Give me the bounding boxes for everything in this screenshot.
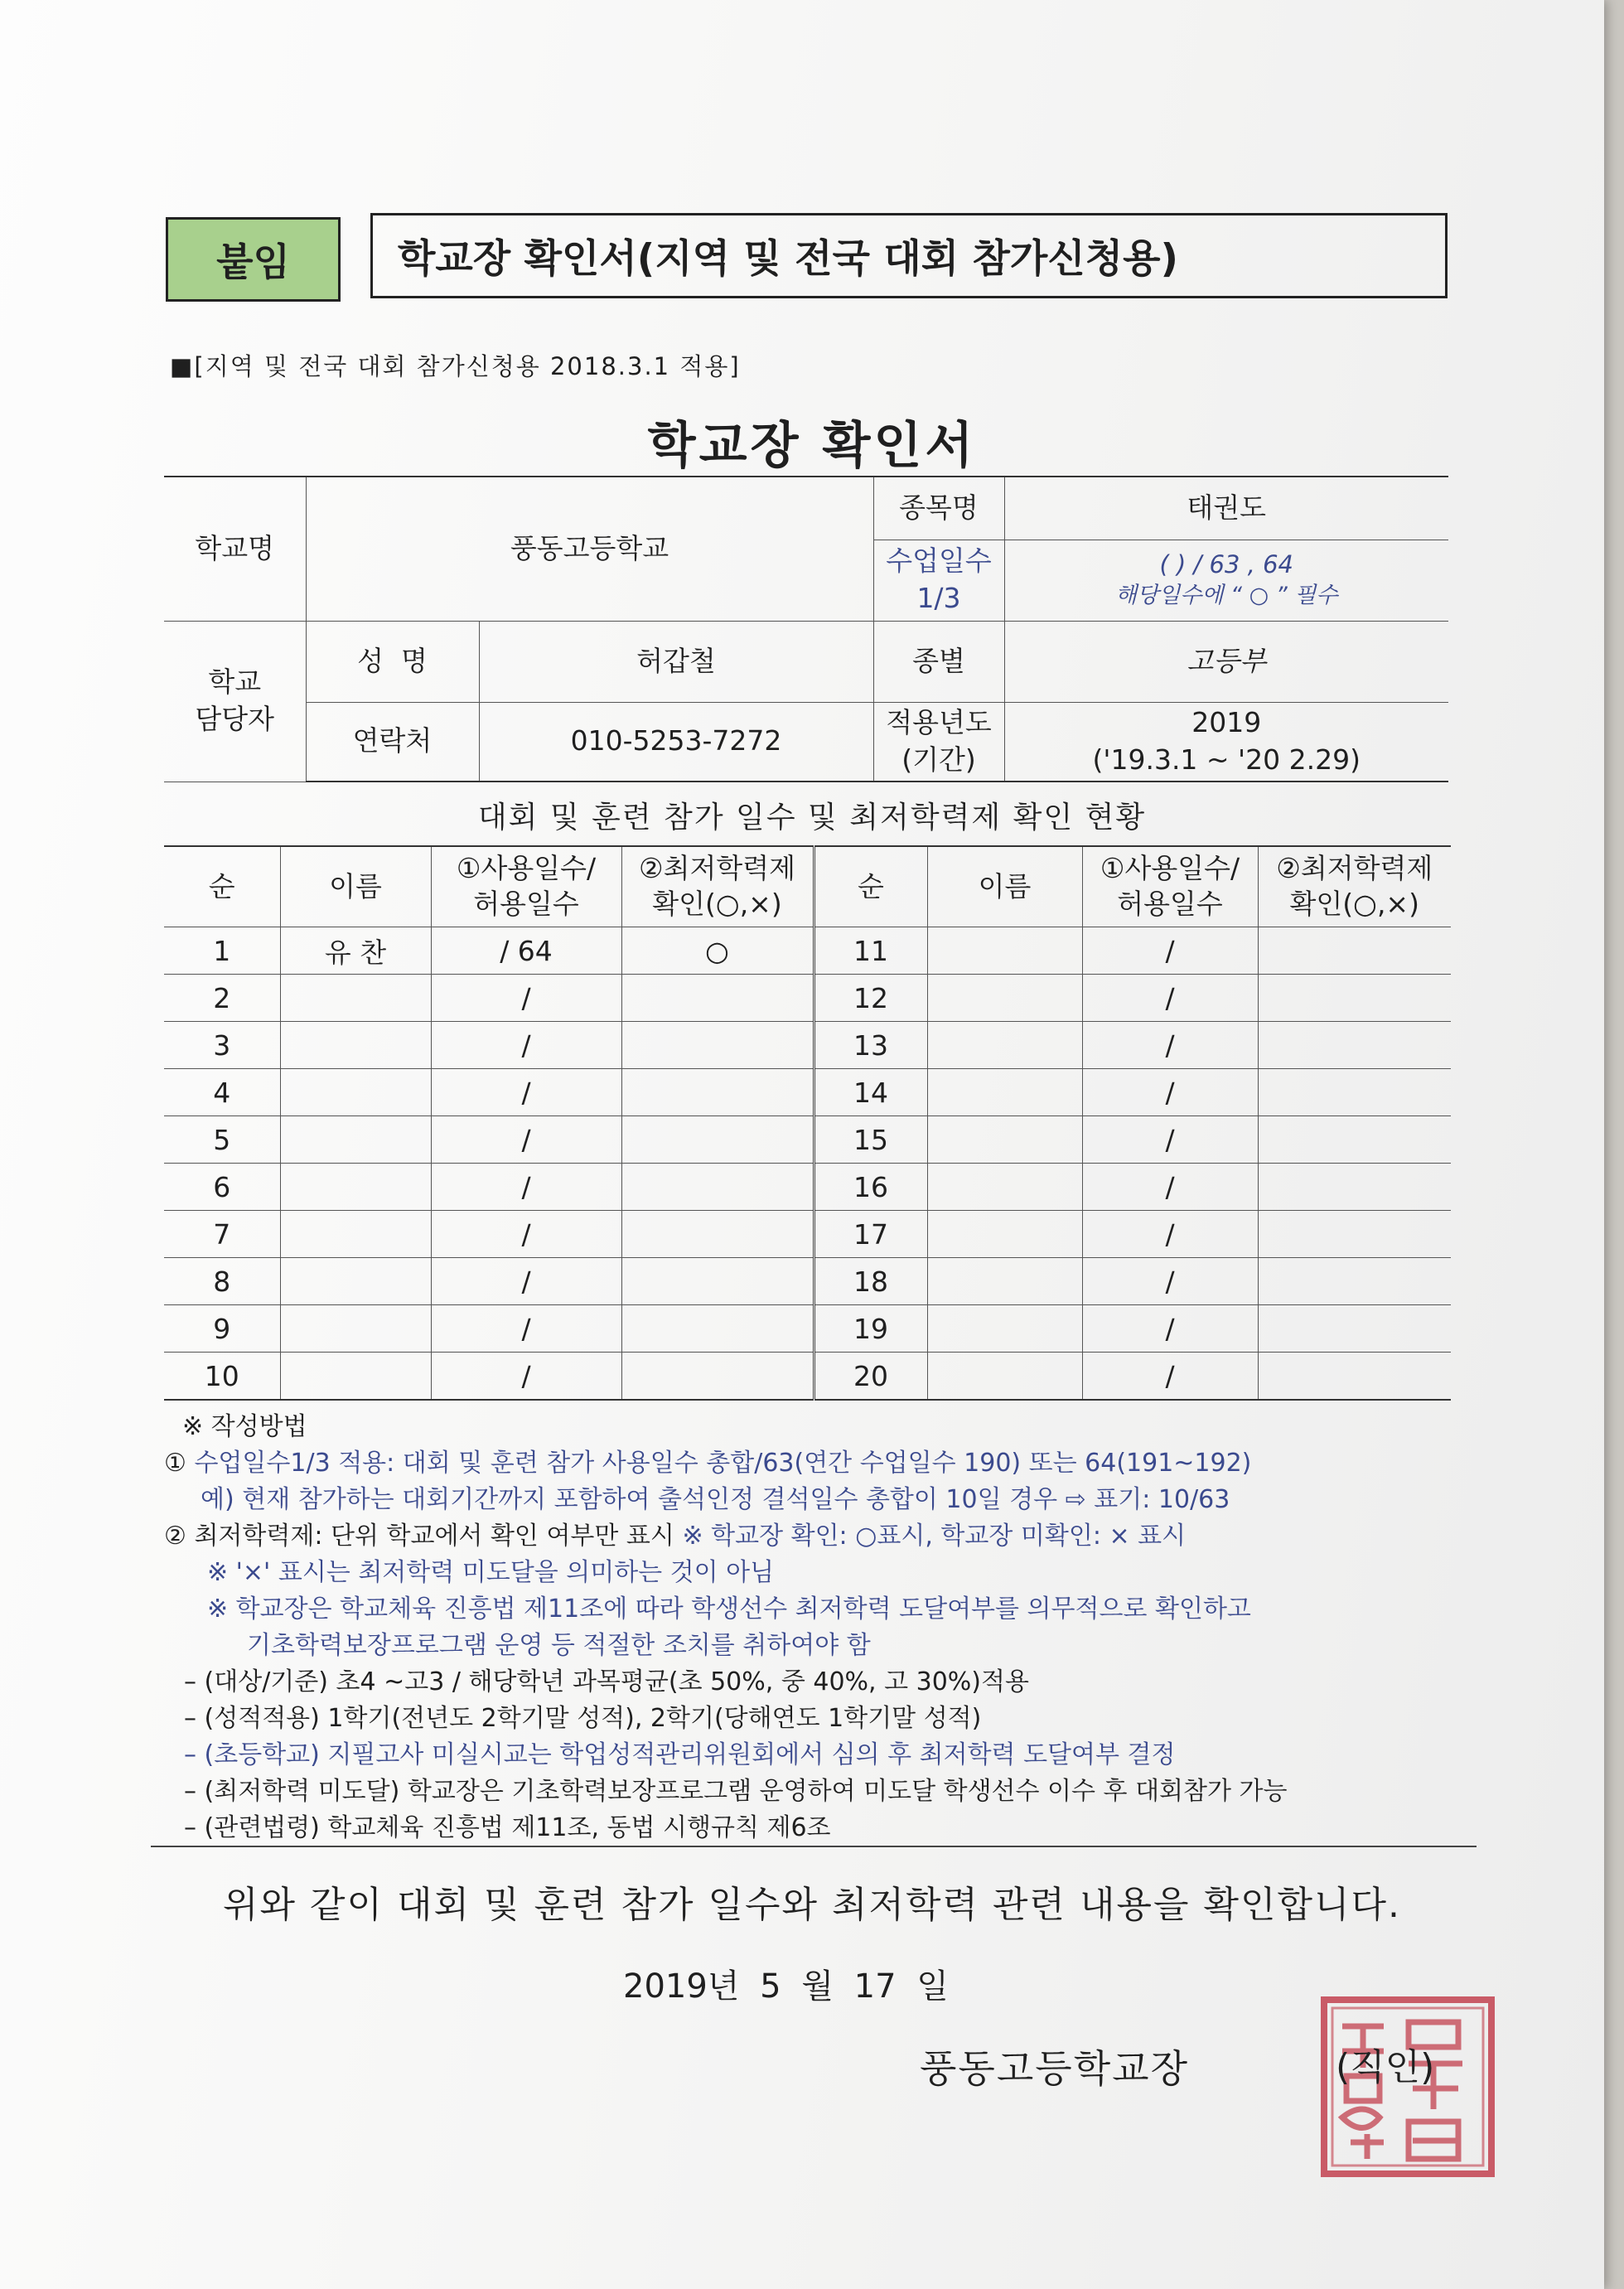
col-name-right: 이름 — [927, 846, 1082, 927]
school-name-label: 학교명 — [164, 477, 306, 621]
manager-label-line2: 담당자 — [195, 703, 275, 735]
participants-header-row — [164, 846, 1451, 927]
contact-label: 연락처 — [306, 702, 479, 782]
class-days-label — [873, 540, 1004, 621]
participants-subtitle: 대회 및 훈련 참가 일수 및 최저학력제 확인 현황 — [477, 801, 1147, 835]
col-min-line2: 확인(○,×) — [652, 888, 782, 920]
row-name — [280, 1258, 431, 1305]
table-row — [164, 1353, 1451, 1401]
period-label-line1: 적용년도 — [886, 706, 992, 739]
table-row — [164, 1305, 1451, 1353]
note-2-marker: ② — [164, 1522, 186, 1551]
note-1-line1 — [164, 1445, 1481, 1482]
row-no-right: 12 — [814, 975, 927, 1022]
manager-label-line1: 학교 — [208, 665, 262, 699]
row-no: 4 — [164, 1069, 280, 1116]
row-check-right — [1258, 1069, 1451, 1116]
row-check — [621, 1305, 814, 1353]
row-days-right: / — [1082, 1353, 1258, 1401]
row-check — [621, 1164, 814, 1211]
row-check — [621, 1022, 814, 1069]
criteria-grades: – (성적적용) 1학기(전년도 2학기말 성적), 2학기(당해연도 1학기말 성적) — [184, 1704, 982, 1733]
table-row — [164, 1211, 1451, 1258]
row-days: / — [431, 975, 621, 1022]
row-no-right: 20 — [814, 1353, 927, 1401]
col-no-right: 순 — [814, 846, 927, 927]
note-1-marker: ① — [164, 1449, 186, 1478]
row-name-right — [927, 1164, 1082, 1211]
class-days-value-line1: ( ) / 63 , 64 — [1159, 550, 1293, 579]
note-2-line2: ※ '×' 표시는 최저학력 미도달을 의미하는 것이 아님 — [207, 1558, 775, 1587]
table-row — [164, 1069, 1451, 1116]
note-2-symbols: ※ 학교장 확인: ○표시, 학교장 미확인: × 표시 — [682, 1522, 1187, 1551]
row-name — [280, 1353, 431, 1401]
row-days-right: / — [1082, 1305, 1258, 1353]
col-min — [621, 846, 814, 927]
col-days — [431, 846, 621, 927]
row-days-right: / — [1082, 1211, 1258, 1258]
note-2-line1 — [164, 1518, 1481, 1555]
row-name — [280, 1164, 431, 1211]
row-days: / — [431, 1116, 621, 1164]
manager-label — [164, 621, 306, 782]
row-no: 10 — [164, 1353, 280, 1401]
instructions — [164, 1409, 1481, 1846]
row-no-right: 15 — [814, 1116, 927, 1164]
row-no: 8 — [164, 1258, 280, 1305]
manager-name-value: 허갑철 — [479, 621, 873, 702]
row-check-right — [1258, 1305, 1451, 1353]
row-no-right: 16 — [814, 1164, 927, 1211]
row-name-right — [927, 1069, 1082, 1116]
row-no: 9 — [164, 1305, 280, 1353]
row-days: / 64 — [431, 927, 621, 975]
table-row — [164, 975, 1451, 1022]
row-name — [280, 1211, 431, 1258]
row-name — [280, 1069, 431, 1116]
form-title: 학교장 확인서(지역 및 전국 대회 참가신청용) — [370, 213, 1448, 298]
col-no: 순 — [164, 846, 280, 927]
row-check: ○ — [621, 927, 814, 975]
row-no: 2 — [164, 975, 280, 1022]
row-no-right: 11 — [814, 927, 927, 975]
row-name-right — [927, 1258, 1082, 1305]
row-no: 5 — [164, 1116, 280, 1164]
row-days-right: / — [1082, 1022, 1258, 1069]
criteria-unmet: – (최저학력 미도달) 학교장은 기초학력보장프로그램 운영하여 미도달 학생선수 이수 후 대회참가 가능 — [184, 1777, 1288, 1806]
row-days: / — [431, 1069, 621, 1116]
sport-value: 태권도 — [1004, 477, 1448, 540]
class-days-label-line1: 수업일수 — [886, 544, 992, 578]
school-name-value: 풍동고등학교 — [306, 477, 873, 621]
col-days-line1: ①사용일수/ — [456, 852, 597, 885]
row-no-right: 13 — [814, 1022, 927, 1069]
table-row — [164, 927, 1451, 975]
table-row — [164, 1022, 1451, 1069]
table-row — [164, 1258, 1451, 1305]
principal-title: 풍동고등학교장 — [920, 2046, 1190, 2091]
col-min-right-line2: 확인(○,×) — [1289, 888, 1419, 920]
row-name-right — [927, 927, 1082, 975]
note-2-line3: ※ 학교장은 학교체육 진흥법 제11조에 따라 학생선수 최저학력 도달여부를 의무적으로 확인하고 — [207, 1595, 1251, 1624]
row-no-right: 18 — [814, 1258, 927, 1305]
row-name-right — [927, 1353, 1082, 1401]
row-check-right — [1258, 1022, 1451, 1069]
col-min-right-line1: ②최저학력제 — [1276, 852, 1433, 885]
seal-label: (직인) — [1336, 2046, 1435, 2088]
note-1-text: 수업일수1/3 적용: 대회 및 훈련 참가 사용일수 총합/63(연간 수업일수 190) 또는 64(191~192) — [194, 1449, 1252, 1478]
row-check-right — [1258, 1353, 1451, 1401]
period-value — [1004, 702, 1448, 782]
division-value: 고등부 — [1004, 621, 1448, 702]
issue-date: 2019년 5 월 17 일 — [623, 1967, 949, 2006]
sport-label: 종목명 — [873, 477, 1004, 540]
col-days-line2: 허용일수 — [473, 888, 579, 920]
col-min-right — [1258, 846, 1451, 927]
row-days-right: / — [1082, 1116, 1258, 1164]
period-label-line2: (기간) — [901, 743, 976, 776]
col-days-right-line2: 허용일수 — [1117, 888, 1223, 920]
class-days-value-line2: 해당일수에 “ ○ ” 필수 — [1115, 583, 1338, 609]
row-no: 1 — [164, 927, 280, 975]
row-name-right — [927, 1211, 1082, 1258]
row-days: / — [431, 1164, 621, 1211]
row-check — [621, 1353, 814, 1401]
row-days: / — [431, 1258, 621, 1305]
row-check-right — [1258, 1258, 1451, 1305]
period-year: 2019 — [1191, 706, 1262, 739]
row-days: / — [431, 1305, 621, 1353]
col-days-right — [1082, 846, 1258, 927]
main-title: 학교장 확인서 — [647, 417, 977, 475]
row-check — [621, 1069, 814, 1116]
note-1-line2: 예) 현재 참가하는 대회기간까지 포함하여 출석인정 결석일수 총합이 10일 경우 ⇨ 표기: 10/63 — [201, 1485, 1230, 1514]
row-days-right: / — [1082, 1069, 1258, 1116]
row-check — [621, 1258, 814, 1305]
criteria-elementary: – (초등학교) 지필고사 미실시교는 학업성적관리위원회에서 심의 후 최저학력 도달여부 결정 — [184, 1740, 1176, 1769]
note-2-line4: 기초학력보장프로그램 운영 등 적절한 조치를 취하여야 함 — [247, 1631, 871, 1660]
row-days: / — [431, 1022, 621, 1069]
manager-name-label: 성 명 — [306, 621, 479, 702]
table-row — [164, 1164, 1451, 1211]
table-row — [164, 1116, 1451, 1164]
row-days-right: / — [1082, 927, 1258, 975]
row-check — [621, 1116, 814, 1164]
participants-table — [164, 845, 1451, 1401]
row-name — [280, 1022, 431, 1069]
row-days: / — [431, 1211, 621, 1258]
row-days-right: / — [1082, 1164, 1258, 1211]
row-name-right — [927, 1116, 1082, 1164]
col-days-right-line1: ①사용일수/ — [1100, 852, 1240, 885]
row-check-right — [1258, 1116, 1451, 1164]
divider — [151, 1846, 1477, 1847]
class-days-label-line2: 1/3 — [916, 582, 961, 614]
criteria-law: – (관련법령) 학교체육 진흥법 제11조, 동법 시행규칙 제6조 — [184, 1813, 831, 1842]
row-check-right — [1258, 927, 1451, 975]
school-info-table — [164, 476, 1448, 782]
row-name-right — [927, 975, 1082, 1022]
row-name-right — [927, 1022, 1082, 1069]
row-days-right: / — [1082, 975, 1258, 1022]
class-days-value — [1004, 540, 1448, 621]
row-check — [621, 975, 814, 1022]
row-check-right — [1258, 975, 1451, 1022]
row-check-right — [1258, 1211, 1451, 1258]
col-name: 이름 — [280, 846, 431, 927]
row-check-right — [1258, 1164, 1451, 1211]
row-no-right: 17 — [814, 1211, 927, 1258]
attachment-tag: 붙임 — [166, 217, 341, 302]
row-name: 유 찬 — [280, 927, 431, 975]
row-check — [621, 1211, 814, 1258]
row-no: 3 — [164, 1022, 280, 1069]
applicability-note: ■[지역 및 전국 대회 참가신청용 2018.3.1 적용] — [170, 352, 741, 380]
row-no-right: 19 — [814, 1305, 927, 1353]
row-no-right: 14 — [814, 1069, 927, 1116]
row-name — [280, 975, 431, 1022]
period-range: ('19.3.1 ~ '20 2.29) — [1092, 743, 1361, 776]
period-label — [873, 702, 1004, 782]
row-days-right: / — [1082, 1258, 1258, 1305]
row-name — [280, 1116, 431, 1164]
row-days: / — [431, 1353, 621, 1401]
notes-heading: ※ 작성방법 — [182, 1412, 307, 1441]
row-no: 7 — [164, 1211, 280, 1258]
col-min-line1: ②최저학력제 — [639, 852, 795, 885]
division-label: 종별 — [873, 621, 1004, 702]
row-no: 6 — [164, 1164, 280, 1211]
confirmation-statement: 위와 같이 대회 및 훈련 참가 일수와 최저학력 관련 내용을 확인합니다. — [223, 1884, 1401, 1926]
criteria-target: – (대상/기준) 초4 ~고3 / 해당학년 과목평균(초 50%, 중 40%, 고 30%)적용 — [184, 1667, 1029, 1696]
contact-value: 010-5253-7272 — [479, 702, 873, 782]
note-2-text: 최저학력제: 단위 학교에서 확인 여부만 표시 — [194, 1522, 674, 1551]
row-name-right — [927, 1305, 1082, 1353]
row-name — [280, 1305, 431, 1353]
